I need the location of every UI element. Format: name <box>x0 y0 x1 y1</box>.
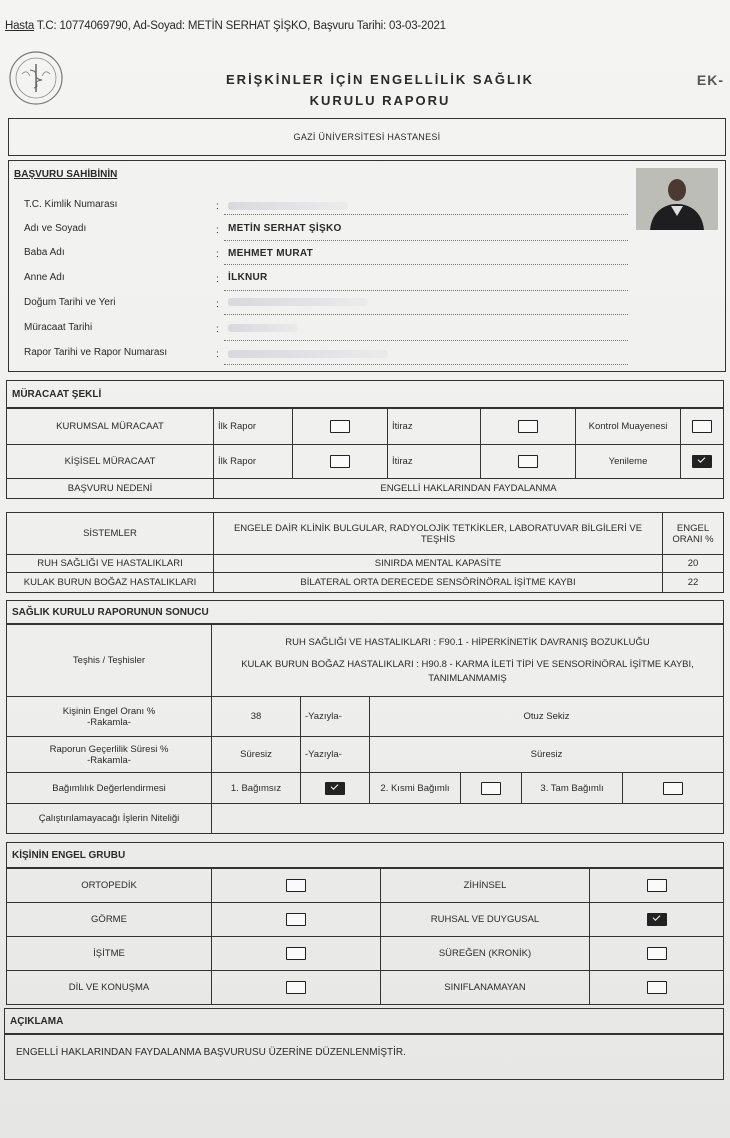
finding-row-ent: BİLATERAL ORTA DERECEDE SENSÖRİNÖRAL İŞİTME KAYBI <box>214 573 663 593</box>
system-row-psychiatry: RUH SAĞLIĞI VE HASTALIKLARI <box>7 555 214 573</box>
field-value-mother: İLKNUR <box>228 272 268 283</box>
report-title-line1: ERİŞKİNLER İÇİN ENGELLİLİK SAĞLIK <box>226 72 534 87</box>
redacted-birth <box>228 298 368 306</box>
rate-row-psychiatry: 20 <box>663 555 724 573</box>
field-value-name: METİN SERHAT ŞİŞKO <box>228 223 342 234</box>
group-orthopedic: ORTOPEDİK <box>7 869 212 903</box>
applicant-section-title: BAŞVURU SAHİBİNİN <box>14 169 118 180</box>
objection-personal-checkbox[interactable] <box>518 455 538 468</box>
validity-label-2: -Rakamla- <box>87 754 131 766</box>
group-chronic: SÜREĞEN (KRONİK) <box>381 937 590 971</box>
group-speech: DİL VE KONUŞMA <box>7 971 212 1005</box>
form-code: EK- <box>696 72 724 88</box>
result-table <box>6 624 724 834</box>
field-label-report: Rapor Tarihi ve Rapor Numarası <box>24 347 168 358</box>
rate-header: ENGEL ORANI % <box>663 513 724 555</box>
systems-header: SİSTEMLER <box>7 513 214 555</box>
dep-opt3-label: 3. Tam Bağımlı <box>540 782 604 794</box>
app-control-label: Kontrol Muayenesi <box>576 409 681 445</box>
full-dependent-checkbox[interactable] <box>663 782 683 795</box>
group-vision: GÖRME <box>7 903 212 937</box>
group-hearing: İŞİTME <box>7 937 212 971</box>
vision-checkbox[interactable] <box>286 913 306 926</box>
orthopedic-checkbox[interactable] <box>286 879 306 892</box>
application-type-table <box>6 408 724 499</box>
applicant-photo <box>636 168 718 230</box>
app-objection-label: İtiraz <box>388 409 481 445</box>
system-row-ent: KULAK BURUN BOĞAZ HASTALIKLARI <box>7 573 214 593</box>
rate-label-2: -Rakamla- <box>87 716 131 728</box>
field-label-name: Adı ve Soyadı <box>24 223 87 234</box>
diagnosis-1: RUH SAĞLIĞI VE HASTALIKLARI : F90.1 - HİPERKİNETİK DAVRANIŞ BOZUKLUĞU <box>285 636 650 648</box>
independent-checkbox[interactable] <box>325 782 345 795</box>
finding-row-psychiatry: SINIRDA MENTAL KAPASİTE <box>214 555 663 573</box>
first-report-institutional-checkbox[interactable] <box>330 420 350 433</box>
ministry-seal-icon <box>8 50 64 106</box>
app-first-report-label: İlk Rapor <box>214 409 293 445</box>
app-type-institutional: KURUMSAL MÜRACAAT <box>7 409 214 445</box>
validity-written-label: -Yazıyla- <box>301 737 370 773</box>
emotional-checkbox[interactable] <box>647 913 667 926</box>
partial-dependent-checkbox[interactable] <box>481 782 501 795</box>
findings-header: ENGELE DAİR KLİNİK BULGULAR, RADYOLOJİK TETKİKLER, LABORATUVAR BİLGİLERİ VE TEŞHİS <box>214 513 663 555</box>
unworkable-label: Çalıştırılamayacağı İşlerin Niteliği <box>7 804 212 834</box>
result-title: SAĞLIK KURULU RAPORUNUN SONUCU <box>12 607 209 618</box>
hospital-name: GAZİ ÜNİVERSİTESİ HASTANESİ <box>293 132 441 142</box>
field-label-father: Baba Adı <box>24 247 65 258</box>
field-label-mother: Anne Adı <box>24 272 65 283</box>
app-renewal-label: Yenileme <box>576 445 681 479</box>
redacted-application-date <box>228 324 298 332</box>
rate-written-label: -Yazıyla- <box>301 697 370 737</box>
app-objection-label-2: İtiraz <box>388 445 481 479</box>
app-first-report-label-2: İlk Rapor <box>214 445 293 479</box>
validity-number: Süresiz <box>212 737 301 773</box>
disability-group-title: KİŞİNİN ENGEL GRUBU <box>12 850 126 861</box>
field-label-birth: Doğum Tarihi ve Yeri <box>24 297 116 308</box>
reason-value: ENGELLİ HAKLARINDAN FAYDALANMA <box>214 479 724 499</box>
dep-opt1-label: 1. Bağımsız <box>212 773 301 804</box>
validity-written: Süresiz <box>370 737 724 773</box>
hearing-checkbox[interactable] <box>286 947 306 960</box>
reason-label: BAŞVURU NEDENİ <box>7 479 214 499</box>
application-type-title: MÜRACAAT ŞEKLİ <box>12 389 102 400</box>
renewal-checkbox[interactable] <box>692 455 712 468</box>
rate-number: 38 <box>212 697 301 737</box>
report-title-line2: KURULU RAPORU <box>309 93 451 108</box>
application-type-header <box>6 380 724 408</box>
mental-checkbox[interactable] <box>647 879 667 892</box>
validity-label-1: Raporun Geçerlilik Süresi % <box>49 743 169 755</box>
app-type-personal: KİŞİSEL MÜRACAAT <box>7 445 214 479</box>
dep-opt2-label: 2. Kısmi Bağımlı <box>380 782 450 794</box>
unworkable-value <box>212 804 724 834</box>
header-line: Hasta T.C: 10774069790, Ad-Soyad: METİN SERHAT ŞİŞKO, Başvuru Tarihi: 03-03-2021 <box>5 20 446 32</box>
rate-row-ent: 22 <box>663 573 724 593</box>
unclassified-checkbox[interactable] <box>647 981 667 994</box>
chronic-checkbox[interactable] <box>647 947 667 960</box>
applicant-photo-image <box>636 168 718 230</box>
objection-institutional-checkbox[interactable] <box>518 420 538 433</box>
disability-group-table <box>6 868 724 1005</box>
group-emotional: RUHSAL VE DUYGUSAL <box>381 903 590 937</box>
dependency-label: Bağımlılık Değerlendirmesi <box>7 773 212 804</box>
group-unclassified: SINIFLANAMAYAN <box>381 971 590 1005</box>
field-label-tc: T.C. Kimlik Numarası <box>24 199 118 210</box>
speech-checkbox[interactable] <box>286 981 306 994</box>
diagnosis-2: KULAK BURUN BOĞAZ HASTALIKLARI : H90.8 - KARMA İLETİ TİPİ VE SENSORİNÖRAL İŞİTME KAYBI, TANIMLANMAMIŞ <box>241 658 694 684</box>
systems-table <box>6 512 724 593</box>
hospital-box <box>8 118 726 156</box>
explanation-text: ENGELLİ HAKLARINDAN FAYDALANMA BAŞVURUSU ÜZERİNE DÜZENLENMİŞTİR. <box>16 1047 406 1058</box>
field-label-application-date: Müracaat Tarihi <box>24 322 93 333</box>
field-value-father: MEHMET MURAT <box>228 248 314 259</box>
group-mental: ZİHİNSEL <box>381 869 590 903</box>
explanation-header <box>4 1008 724 1034</box>
report-page: Hasta T.C: 10774069790, Ad-Soyad: METİN SERHAT ŞİŞKO, Başvuru Tarihi: 03-03-2021 ERİŞKİNLER İÇİN ENGELLİLİK SAĞLIK KURULU RAPORU EK- GAZİ ÜNİVERSİTESİ HASTANESİ BAŞVURU SAHİBİNİN T.C. Kimlik Numarası Adı ve Soyadı Baba Adı Anne Adı Doğum Tarihi ve Yeri Müracaat Tarihi Rapor Tarihi ve Rapor Numarası : : : : : : : METİN SERHAT ŞİŞKO MEHMET MURAT İLKNUR MÜRACAAT ŞEKLİ KURUMSAL MÜRACAAT İlk Rapor İtiraz Kontrol Muayenesi KİŞİSEL MÜRACAAT İlk Rapor İtiraz Yenileme BAŞVURU NEDENİ ENGELLİ HAKLARINDAN FAYDALANMA SİSTEMLER ENGELE DAİR KLİNİK BULGULAR, RADYOLOJİK TETKİKLER, LABORATUVAR BİLGİLERİ VE TEŞHİS ENGEL ORANI % RUH SAĞLIĞI VE HASTALIKLARI SINIRDA MENTAL KAPASİTE 20 KULAK BURUN BOĞAZ HASTALIKLARI BİLATERAL ORTA DERECEDE SENSÖRİNÖRAL İŞİTME KAYBI 22 SAĞLIK KURULU RAPORUNUN SONUCU Teşhis / Teşhisler RUH SAĞLIĞI VE HASTALIKLARI : F90.1 - HİPERKİNETİK DAVRANIŞ BOZUKLUĞU KULAK BURUN BOĞAZ HASTALIKLARI : H90.8 - KARMA İLETİ TİPİ VE SENSORİNÖRAL İŞİTME KAYBI, TANIMLANMAMIŞ Kişinin Engel Oranı % -Rakamla- 38 -Yazıyla- Otuz Sekiz Raporun Geçerlilik Süresi % -Rakamla- Süresiz -Yazıyla- Süresiz Bağımlılık Değerlendirmesi 1. Bağımsız 2. Kısmi Bağımlı 3. Tam Bağımlı Çalıştırılamayacağı İşlerin Niteliği KİŞİNİN ENGEL GRUBU ORTOPEDİK ZİHİNSEL GÖRME RUHSAL VE DUYGUSAL İŞİTME SÜREĞEN (KRONİK) DİL VE KONUŞMA SINIFLANAMAYAN AÇIKLAMA ENGELLİ HAKLARINDAN FAYDALANMA BAŞVURUSU ÜZERİNE DÜZENLENMİŞTİR. <box>0 0 730 1138</box>
explanation-title: AÇIKLAMA <box>10 1016 64 1027</box>
diagnosis-label: Teşhis / Teşhisler <box>7 625 212 697</box>
rate-written: Otuz Sekiz <box>370 697 724 737</box>
redacted-report <box>228 350 388 358</box>
redacted-tc <box>228 202 348 210</box>
first-report-personal-checkbox[interactable] <box>330 455 350 468</box>
control-exam-checkbox[interactable] <box>692 420 712 433</box>
rate-label-1: Kişinin Engel Oranı % <box>62 705 156 717</box>
